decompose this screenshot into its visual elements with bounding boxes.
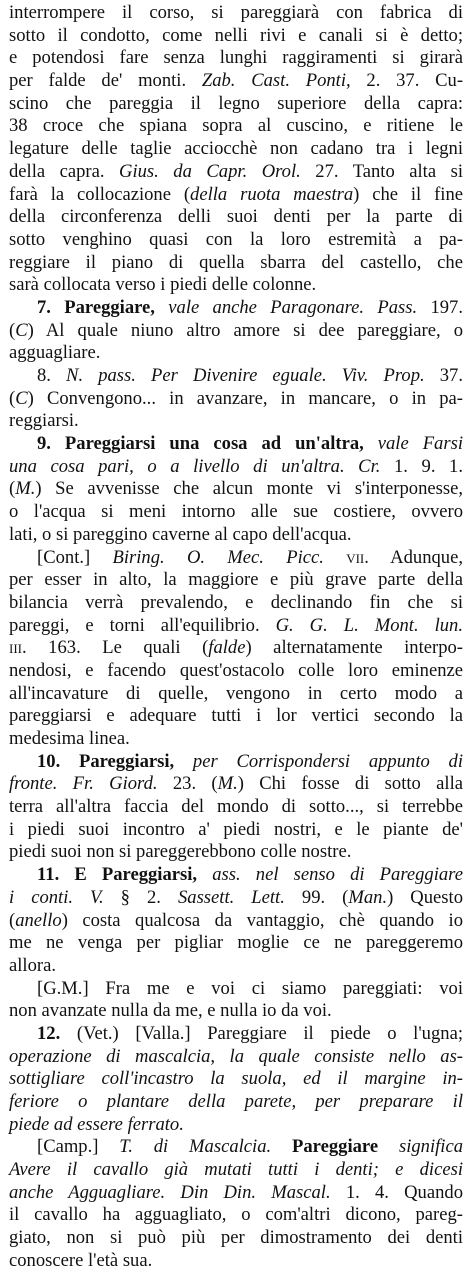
text-line — [9, 25, 463, 48]
text-line — [9, 773, 463, 796]
text-run: Man. — [348, 886, 388, 908]
text-run: pareggi, e torni all'equilibrio. — [9, 614, 276, 636]
text-run: sarà collocata verso i piedi delle colonne. — [9, 274, 317, 296]
text-run — [155, 297, 168, 318]
text-run: piede ad essere ferrato. — [9, 1113, 184, 1135]
text-run — [174, 751, 193, 772]
text-line — [9, 184, 463, 207]
text-run: 9. Pareggiarsi una cosa ad un'altra, — [37, 433, 364, 455]
text-run: 1. 9. 1. — [380, 455, 464, 477]
text-line — [9, 819, 463, 842]
text-run: giato, non si può più per dimostramento dei denti — [9, 1227, 463, 1249]
text-run: ) Se avvenisse che alcun monte vi s'interponesse, — [35, 478, 463, 500]
text-run: interrompere il corso, si pareggiarà con fabrica di — [9, 2, 463, 23]
text-line — [9, 206, 463, 229]
text-line — [9, 229, 463, 252]
text-run: all'incavature di quelle, vengono in certo modo a — [9, 682, 463, 704]
text-run: , 2. 37. Cu- — [346, 70, 464, 92]
text-run: anche Agguagliare. Din Din. Mascal. — [9, 1181, 331, 1203]
text-run: ) che il fine — [353, 183, 463, 205]
text-run — [364, 433, 378, 454]
text-run: C — [15, 387, 28, 409]
text-run: [G.M.] Fra me e voi ci siamo pareggiati: voi — [37, 977, 463, 999]
text-run: 12. — [37, 1022, 61, 1044]
text-run: Biring. O. Mec. Picc. — [112, 546, 324, 568]
text-run: sotto il condotto, come nelli rivi e canali si è detto; — [9, 24, 463, 46]
text-line — [9, 342, 463, 365]
text-line — [9, 501, 463, 524]
text-run: reggiare il piano di quella sbarra del castello, che — [9, 251, 463, 273]
text-run: della capra. — [9, 160, 120, 182]
text-run: della ruota maestra — [190, 183, 354, 205]
text-line — [9, 297, 463, 320]
text-line — [9, 569, 463, 592]
text-run: terra all'altra faccia del mondo di sotto..., si terrebbe — [9, 796, 463, 818]
text-run: della circonferenza delli suoi denti per la parte di — [9, 206, 463, 228]
text-line — [9, 70, 463, 93]
text-run: sotto venghino quasi con la loro estremità a pa- — [9, 228, 463, 250]
text-run: 7. Pareggiare, — [37, 296, 155, 318]
text-line — [9, 978, 463, 1001]
text-line — [9, 1182, 463, 1205]
text-run: 38 croce che spiana sopra al cuscino, e ritiene le — [9, 115, 463, 137]
text-line — [9, 751, 463, 774]
text-line — [9, 388, 463, 411]
text-line — [9, 547, 463, 570]
text-line — [9, 660, 463, 683]
text-run: bilancia verrà prevalendo, e declinando fin che si — [9, 591, 463, 613]
text-run: 99. ( — [284, 886, 349, 908]
text-run: M. — [15, 478, 36, 500]
text-line — [9, 1227, 463, 1250]
text-line — [9, 1023, 463, 1046]
text-line — [9, 796, 463, 819]
text-line — [9, 728, 463, 751]
text-line — [9, 887, 463, 910]
text-run: o l'acqua si meni intorno alle sue costiere, ovvero — [9, 501, 463, 523]
text-line — [9, 1046, 463, 1069]
text-line — [9, 910, 463, 933]
text-line — [9, 456, 463, 479]
text-run — [271, 1136, 292, 1157]
text-line — [9, 410, 463, 433]
text-run: operazione di mascalcia, la quale consiste nello as- — [9, 1045, 463, 1067]
text-line — [9, 864, 463, 887]
text-run: nendosi, e facendo quest'ostacolo colle loro eminenze — [9, 659, 463, 681]
text-run: pareggiarsi e adequare tutti i lor vertici secondo la — [9, 705, 463, 727]
text-run: ( — [9, 319, 16, 341]
text-run: Sassett. Lett. — [177, 886, 285, 908]
text-run: sottigliare coll'incastro la suola, ed il margine in- — [9, 1068, 463, 1090]
text-run: ass. nel senso di Pareggiare — [212, 864, 463, 886]
text-run: falde — [208, 637, 246, 659]
text-run: . Adunque, — [364, 546, 463, 568]
text-run: ) Chi fosse di sotto alla — [237, 773, 463, 795]
text-run — [197, 864, 212, 885]
text-run: scino che pareggia il legno superiore della capra: — [9, 92, 463, 114]
text-run: iii — [9, 637, 22, 659]
text-line — [9, 252, 463, 275]
text-line — [9, 1250, 463, 1273]
text-run: farà la collocazione ( — [9, 183, 191, 205]
text-run: fronte. Fr. Giord. — [9, 773, 158, 795]
text-line — [9, 478, 463, 501]
text-run: per falde de' monti. — [9, 70, 202, 92]
text-run: medesima linea. — [9, 728, 130, 749]
text-run: Pareggiare — [292, 1136, 379, 1158]
text-line — [9, 1068, 463, 1091]
text-run: 23. ( — [157, 773, 218, 795]
text-run: non avanzate nulla da me, e nulla io da voi. — [9, 1000, 332, 1022]
text-run: per esser in alto, la maggiore e più grave parte della — [9, 569, 463, 591]
text-run: § 2. — [103, 886, 178, 908]
text-run: [Camp.] — [37, 1136, 120, 1158]
text-line — [9, 705, 463, 728]
text-run: 10. Pareggiarsi, — [37, 750, 175, 772]
text-run: ( — [9, 387, 16, 409]
text-run: vii — [346, 546, 365, 568]
text-run: allora. — [9, 954, 56, 976]
text-line — [9, 115, 463, 138]
text-line — [9, 274, 463, 297]
text-run: i conti. V. — [9, 886, 104, 908]
text-line — [9, 1000, 463, 1023]
text-line — [9, 683, 463, 706]
text-run: una cosa pari, o a livello di un'altra. Cr. — [9, 455, 381, 477]
text-line — [9, 592, 463, 615]
text-run: il cavallo ha agguagliato, o com'altri dicono, pareg- — [9, 1204, 463, 1226]
text-run: ) Convengono... in avanzare, in mancare, o in pa- — [27, 387, 463, 409]
text-line — [9, 93, 463, 116]
text-run: 8. — [37, 365, 67, 386]
text-line — [9, 1204, 463, 1227]
text-run: ( — [9, 909, 16, 931]
text-run: ) Questo — [387, 886, 463, 908]
text-run: vale anche Paragonare. Pass. — [168, 296, 418, 318]
text-line — [9, 1159, 463, 1182]
text-run: (Vet.) [Valla.] Pareggiare il piede o l'ugna; — [60, 1022, 463, 1044]
text-line — [9, 320, 463, 343]
text-run: significa — [398, 1136, 463, 1158]
text-run: anello — [15, 909, 62, 931]
text-run: 11. E Pareggiarsi, — [37, 864, 198, 886]
text-run: T. di Mascalcia. — [119, 1136, 272, 1158]
text-line — [9, 955, 463, 978]
text-run: vale Farsi — [377, 433, 463, 455]
text-run: 197. — [417, 296, 463, 318]
text-line — [9, 932, 463, 955]
text-run: piedi suoi non si pareggerebbono colle nostre. — [9, 841, 352, 863]
text-line — [9, 161, 463, 184]
text-run: agguagliare. — [9, 342, 101, 364]
text-run: G. G. L. Mont. lun. — [275, 614, 464, 636]
text-run: e potendosi fare senza lunghi raggiramenti si girarà — [9, 47, 463, 69]
text-run: N. pass. Per Divenire eguale. Viv. Prop. — [66, 365, 425, 386]
text-run: C — [15, 319, 28, 341]
text-run: ) alternatamente interpo- — [245, 637, 464, 659]
text-run: [Cont.] — [37, 546, 113, 568]
text-run: 37. — [424, 365, 463, 386]
text-run: Avere il cavallo già mutati tutti i denti; e dicesi — [9, 1159, 463, 1181]
text-line — [9, 1136, 463, 1159]
text-run: 27. Tanto alta si — [300, 160, 464, 182]
text-run: Gius. da Capr. Orol. — [119, 160, 301, 182]
text-run: lati, o si pareggino caverne al capo dell'acqua. — [9, 523, 352, 545]
text-run: ) costa qualcosa da vantaggio, chè quando io — [61, 909, 463, 931]
text-run: feriore o plantare della parete, per preparare il — [9, 1091, 463, 1112]
text-line — [9, 1114, 463, 1137]
text-run — [378, 1136, 399, 1157]
text-run: M. — [217, 773, 238, 795]
text-run: me ne venga per pigliar moglie ce ne pareggeremo — [9, 932, 463, 954]
text-line — [9, 841, 463, 864]
text-line — [9, 138, 463, 161]
text-run: legature delle taglie acciocchè non cadano tra i legni — [9, 138, 463, 160]
text-line — [9, 637, 463, 660]
text-line — [9, 615, 463, 638]
text-run: i piedi suoi incontro a' piedi nostri, e le piante de' — [9, 818, 463, 840]
text-run: Zab. Cast. Ponti — [201, 70, 347, 92]
text-line — [9, 47, 463, 70]
text-line — [9, 433, 463, 456]
text-run: per Corrispondersi appunto di — [192, 750, 463, 772]
text-run — [324, 547, 346, 568]
text-line — [9, 524, 463, 547]
text-run: ) Al quale niuno altro amore si dee pareggiare, o — [27, 319, 463, 341]
text-line — [9, 2, 463, 25]
text-line — [9, 1091, 463, 1114]
text-run: reggiarsi. — [9, 410, 79, 432]
text-run: ( — [9, 478, 16, 500]
text-run: . 163. Le quali ( — [22, 637, 209, 659]
text-run: 1. 4. Quando — [330, 1181, 463, 1203]
text-line — [9, 365, 463, 388]
text-run: conoscere l'età sua. — [9, 1249, 153, 1271]
